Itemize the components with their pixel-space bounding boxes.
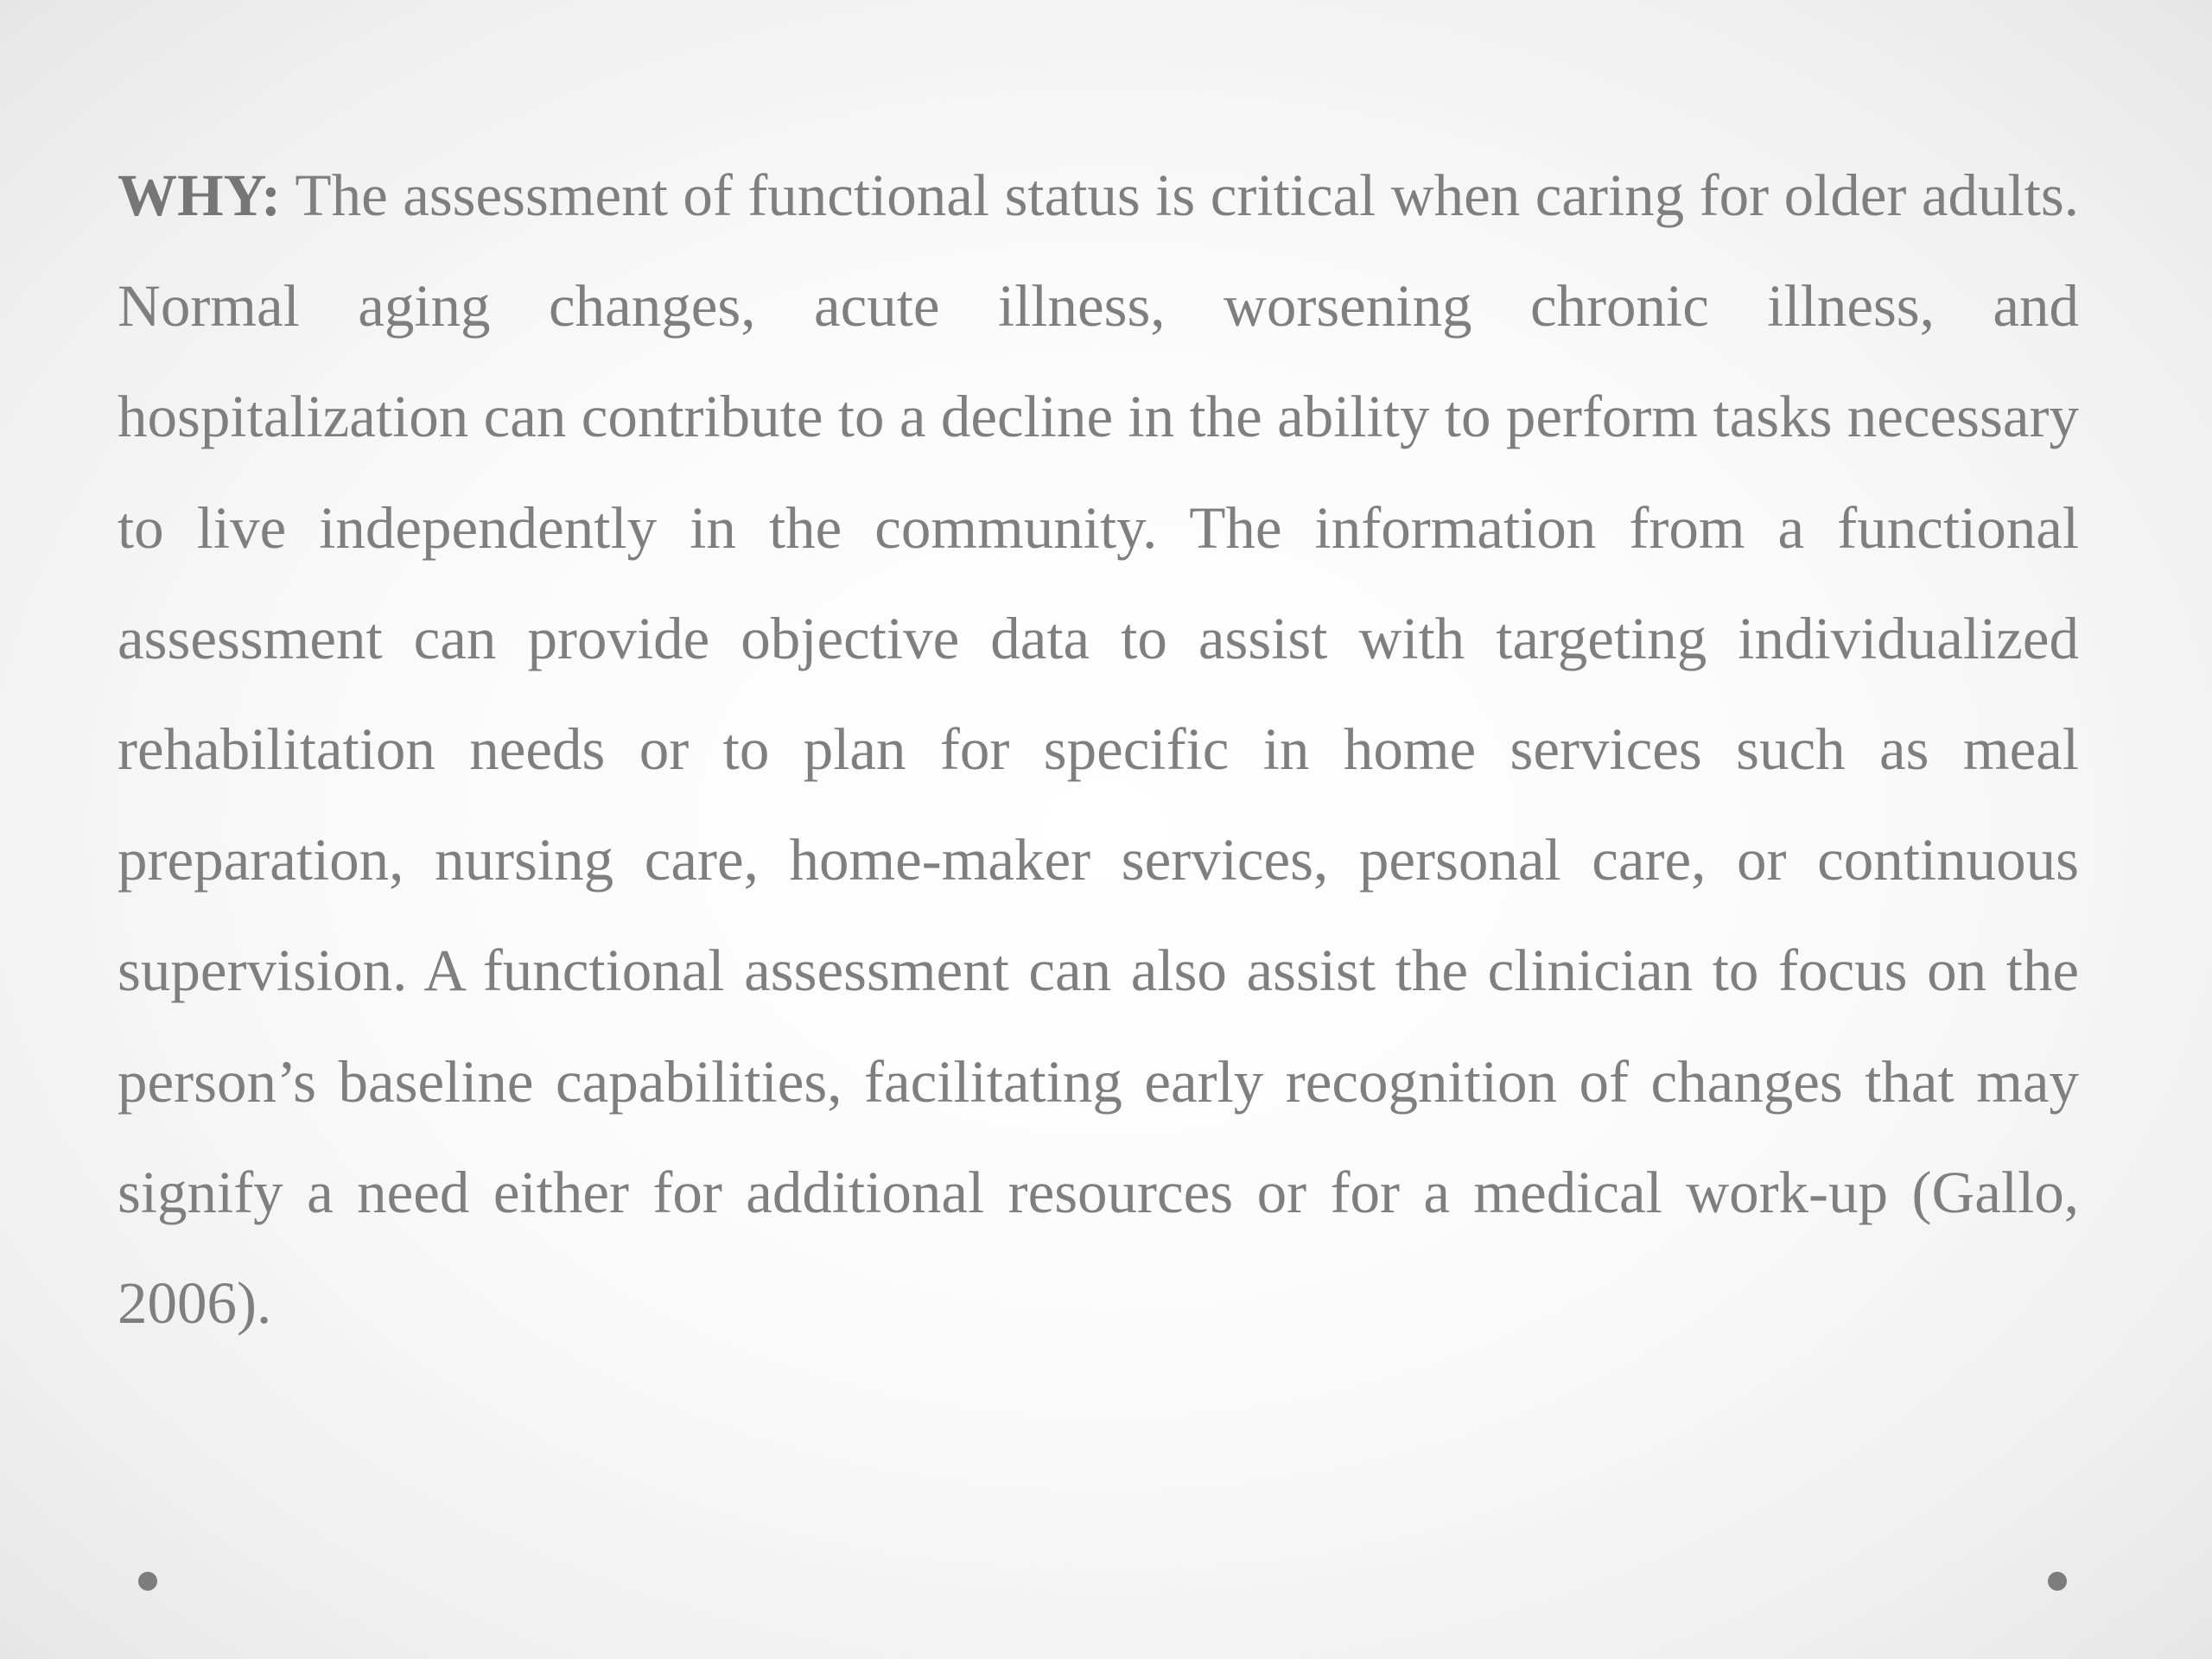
why-body-text: The assessment of functional status is critical when caring for older adults. Normal aging changes, acute illness, worsening chronic illness, and hospitalization can contribute to a decline in the ability to perform tasks necessary to live independently in the community. The information from a functional assessment can provide objective data to assist with targeting individualized rehabilitation needs or to plan for specific in home services such as meal preparation, nursing care, home-maker services, personal care, or continuous supervision. A functional assessment can also assist the clinician to focus on the person’s baseline capabilities, facilitating early recognition of changes that may signify a need either for additional resources or for a medical work-up (Gallo, 2006). — [118, 162, 2079, 1337]
body-paragraph — [118, 140, 2079, 1358]
why-label: WHY: — [118, 162, 282, 228]
decorative-dot-left — [138, 1572, 157, 1591]
decorative-dot-right — [2048, 1572, 2067, 1591]
